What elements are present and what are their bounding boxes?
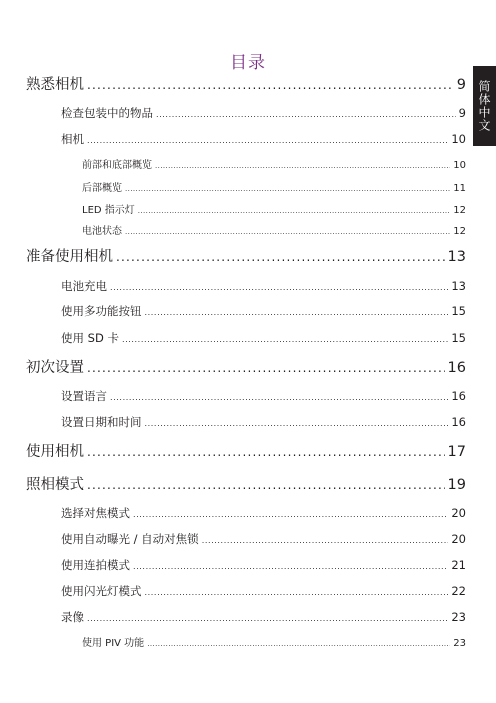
toc-entry[interactable] (82, 156, 466, 171)
toc-entry-label: 初次设置 (26, 360, 84, 376)
toc-title: 目录 (230, 53, 266, 73)
language-tab: 简体中文 (473, 66, 496, 146)
toc-leader-dots (87, 445, 445, 459)
toc-entry[interactable] (61, 557, 466, 573)
toc-entry-label: LED 指示灯 (82, 205, 135, 216)
toc-entry-page: 13 (451, 279, 466, 293)
toc-entry-page: 15 (451, 304, 466, 318)
toc-leader-dots (145, 419, 449, 428)
toc-leader-dots (122, 335, 448, 344)
toc-entry[interactable] (26, 356, 466, 377)
toc-entry[interactable] (61, 531, 466, 547)
toc-leader-dots (138, 207, 450, 215)
toc-entry-page: 9 (456, 77, 466, 93)
toc-entry-label: 使用连拍模式 (61, 558, 130, 572)
toc-entry-label: 使用闪光灯模式 (61, 584, 142, 598)
toc-entry[interactable] (61, 414, 466, 430)
toc-entry-page: 23 (451, 610, 466, 624)
toc-entry[interactable] (61, 105, 466, 121)
toc-entry-label: 熟悉相机 (26, 77, 84, 93)
toc-leader-dots (155, 162, 450, 170)
toc-entry-page: 11 (453, 183, 466, 194)
toc-entry-page: 10 (451, 132, 466, 146)
toc-entry-label: 选择对焦模式 (61, 506, 130, 520)
toc-leader-dots (125, 185, 450, 193)
toc-entry-page: 12 (453, 205, 466, 216)
toc-entry[interactable] (26, 73, 466, 94)
toc-leader-dots (133, 510, 448, 519)
toc-entry-label: 设置日期和时间 (61, 415, 142, 429)
toc-entry-page: 15 (451, 331, 466, 345)
toc-entry-label: 相机 (61, 132, 84, 146)
toc-entry-label: 照相模式 (26, 477, 84, 493)
toc-entry[interactable] (82, 201, 466, 216)
toc-leader-dots (202, 536, 449, 545)
toc-entry-page: 16 (447, 360, 466, 376)
toc-entry-label: 电池状态 (82, 226, 122, 237)
toc-entry-label: 使用相机 (26, 444, 84, 460)
toc-leader-dots (116, 250, 445, 264)
toc-entry-page: 13 (447, 249, 466, 265)
toc-entry-label: 电池充电 (61, 279, 107, 293)
toc-entry-label: 前部和底部概览 (82, 160, 152, 171)
toc-entry[interactable] (61, 278, 466, 294)
toc-entry[interactable] (82, 634, 466, 649)
toc-entry-page: 20 (451, 532, 466, 546)
toc-entry-label: 录像 (61, 610, 84, 624)
toc-leader-dots (87, 78, 454, 92)
toc-leader-dots (145, 308, 449, 317)
toc-entry-label: 后部概览 (82, 183, 122, 194)
toc-entry[interactable] (61, 303, 466, 319)
toc-entry-label: 使用自动曝光 / 自动对焦锁 (61, 532, 199, 546)
toc-entry[interactable] (26, 473, 466, 494)
toc-entry[interactable] (26, 440, 466, 461)
toc-entry-label: 使用多功能按钮 (61, 304, 142, 318)
toc-entry-page: 10 (453, 160, 466, 171)
toc-entry[interactable] (82, 222, 466, 237)
toc-entry-label: 使用 SD 卡 (61, 331, 119, 345)
toc-entry-page: 16 (451, 415, 466, 429)
toc-leader-dots (125, 228, 450, 236)
toc-entry-page: 19 (447, 477, 466, 493)
toc-entry[interactable] (26, 245, 466, 266)
toc-entry-label: 使用 PIV 功能 (82, 638, 145, 649)
toc-entry-page: 16 (451, 389, 466, 403)
toc-entry-page: 9 (458, 106, 466, 120)
toc-entry[interactable] (61, 583, 466, 599)
toc-entry-page: 21 (451, 558, 466, 572)
toc-entry-page: 12 (453, 226, 466, 237)
toc-entry[interactable] (61, 388, 466, 404)
toc-entry-label: 准备使用相机 (26, 249, 113, 265)
toc-leader-dots (87, 614, 448, 623)
toc-leader-dots (110, 283, 448, 292)
toc-leader-dots (145, 588, 449, 597)
toc-entry-label: 检查包装中的物品 (61, 106, 153, 120)
toc-entry[interactable] (61, 131, 466, 147)
toc-entry-page: 23 (453, 638, 466, 649)
toc-entry-page: 22 (451, 584, 466, 598)
toc-entry-page: 20 (451, 506, 466, 520)
toc-entry[interactable] (61, 330, 466, 346)
toc-entry[interactable] (61, 505, 466, 521)
toc-leader-dots (133, 562, 448, 571)
toc-leader-dots (87, 136, 448, 145)
toc-entry[interactable] (61, 609, 466, 625)
toc-leader-dots (110, 393, 448, 402)
toc-leader-dots (156, 110, 456, 119)
toc-entry-label: 设置语言 (61, 389, 107, 403)
toc-leader-dots (87, 361, 445, 375)
toc-entry-page: 17 (447, 444, 466, 460)
toc-entry[interactable] (82, 179, 466, 194)
toc-leader-dots (147, 640, 450, 648)
toc-leader-dots (87, 478, 445, 492)
